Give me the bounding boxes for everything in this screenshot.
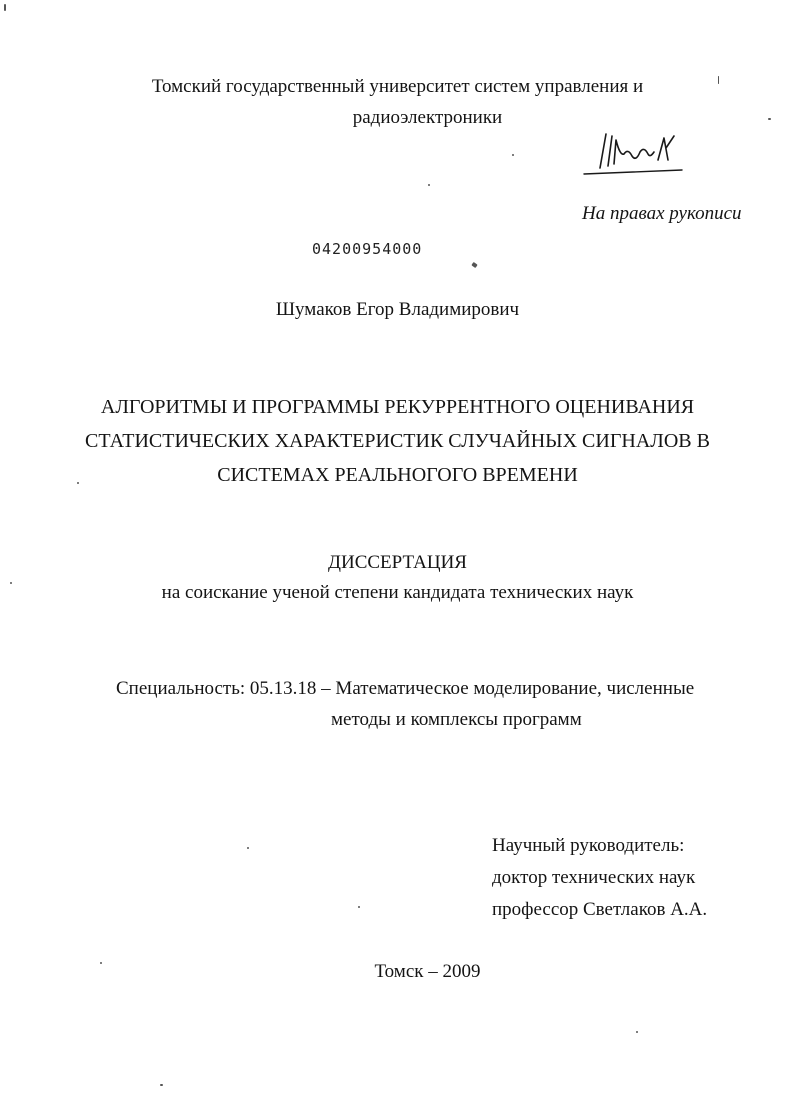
scan-mark	[471, 262, 477, 268]
scan-mark	[10, 582, 12, 584]
scan-mark	[512, 154, 514, 156]
title-line-1: АЛГОРИТМЫ И ПРОГРАММЫ РЕКУРРЕНТНОГО ОЦЕНИВАНИЯ	[100, 396, 695, 418]
scan-mark	[100, 962, 102, 964]
supervisor-label: Научный руководитель:	[492, 835, 685, 856]
dissertation-title	[0, 390, 795, 492]
work-type: ДИССЕРТАЦИЯ	[328, 552, 467, 573]
scan-mark	[77, 482, 79, 484]
scan-mark	[428, 184, 430, 186]
university-name-line2: радиоэлектроники	[352, 107, 503, 128]
author-name: Шумаков Егор Владимирович	[275, 299, 520, 320]
university-name-line1: Томский государственный университет систем управления и	[151, 76, 644, 97]
specialty-line1: Специальность: 05.13.18 – Математическое моделирование, численные	[116, 678, 695, 699]
scan-mark	[768, 118, 771, 120]
title-line-3: СИСТЕМАХ РЕАЛЬНОГОГО ВРЕМЕНИ	[217, 464, 578, 486]
title-line-2: СТАТИСТИЧЕСКИХ ХАРАКТЕРИСТИК СЛУЧАЙНЫХ СИГНАЛОВ В	[85, 430, 710, 452]
degree-line: на соискание ученой степени кандидата технических наук	[161, 582, 634, 603]
supervisor-degree: доктор технических наук	[492, 867, 696, 888]
scan-mark	[4, 4, 6, 11]
author-signature	[578, 126, 688, 178]
specialty-line2: методы и комплексы программ	[331, 709, 582, 730]
registration-number-stamp: 04200954000	[312, 240, 423, 258]
supervisor-name: профессор Светлаков А.А.	[492, 899, 708, 920]
scan-mark	[636, 1031, 638, 1033]
scan-mark	[247, 847, 249, 849]
scan-mark	[718, 76, 719, 84]
rights-note: На правах рукописи	[582, 203, 742, 224]
scan-mark	[358, 906, 360, 908]
city-year: Томск – 2009	[374, 961, 481, 982]
scan-mark	[160, 1084, 163, 1086]
